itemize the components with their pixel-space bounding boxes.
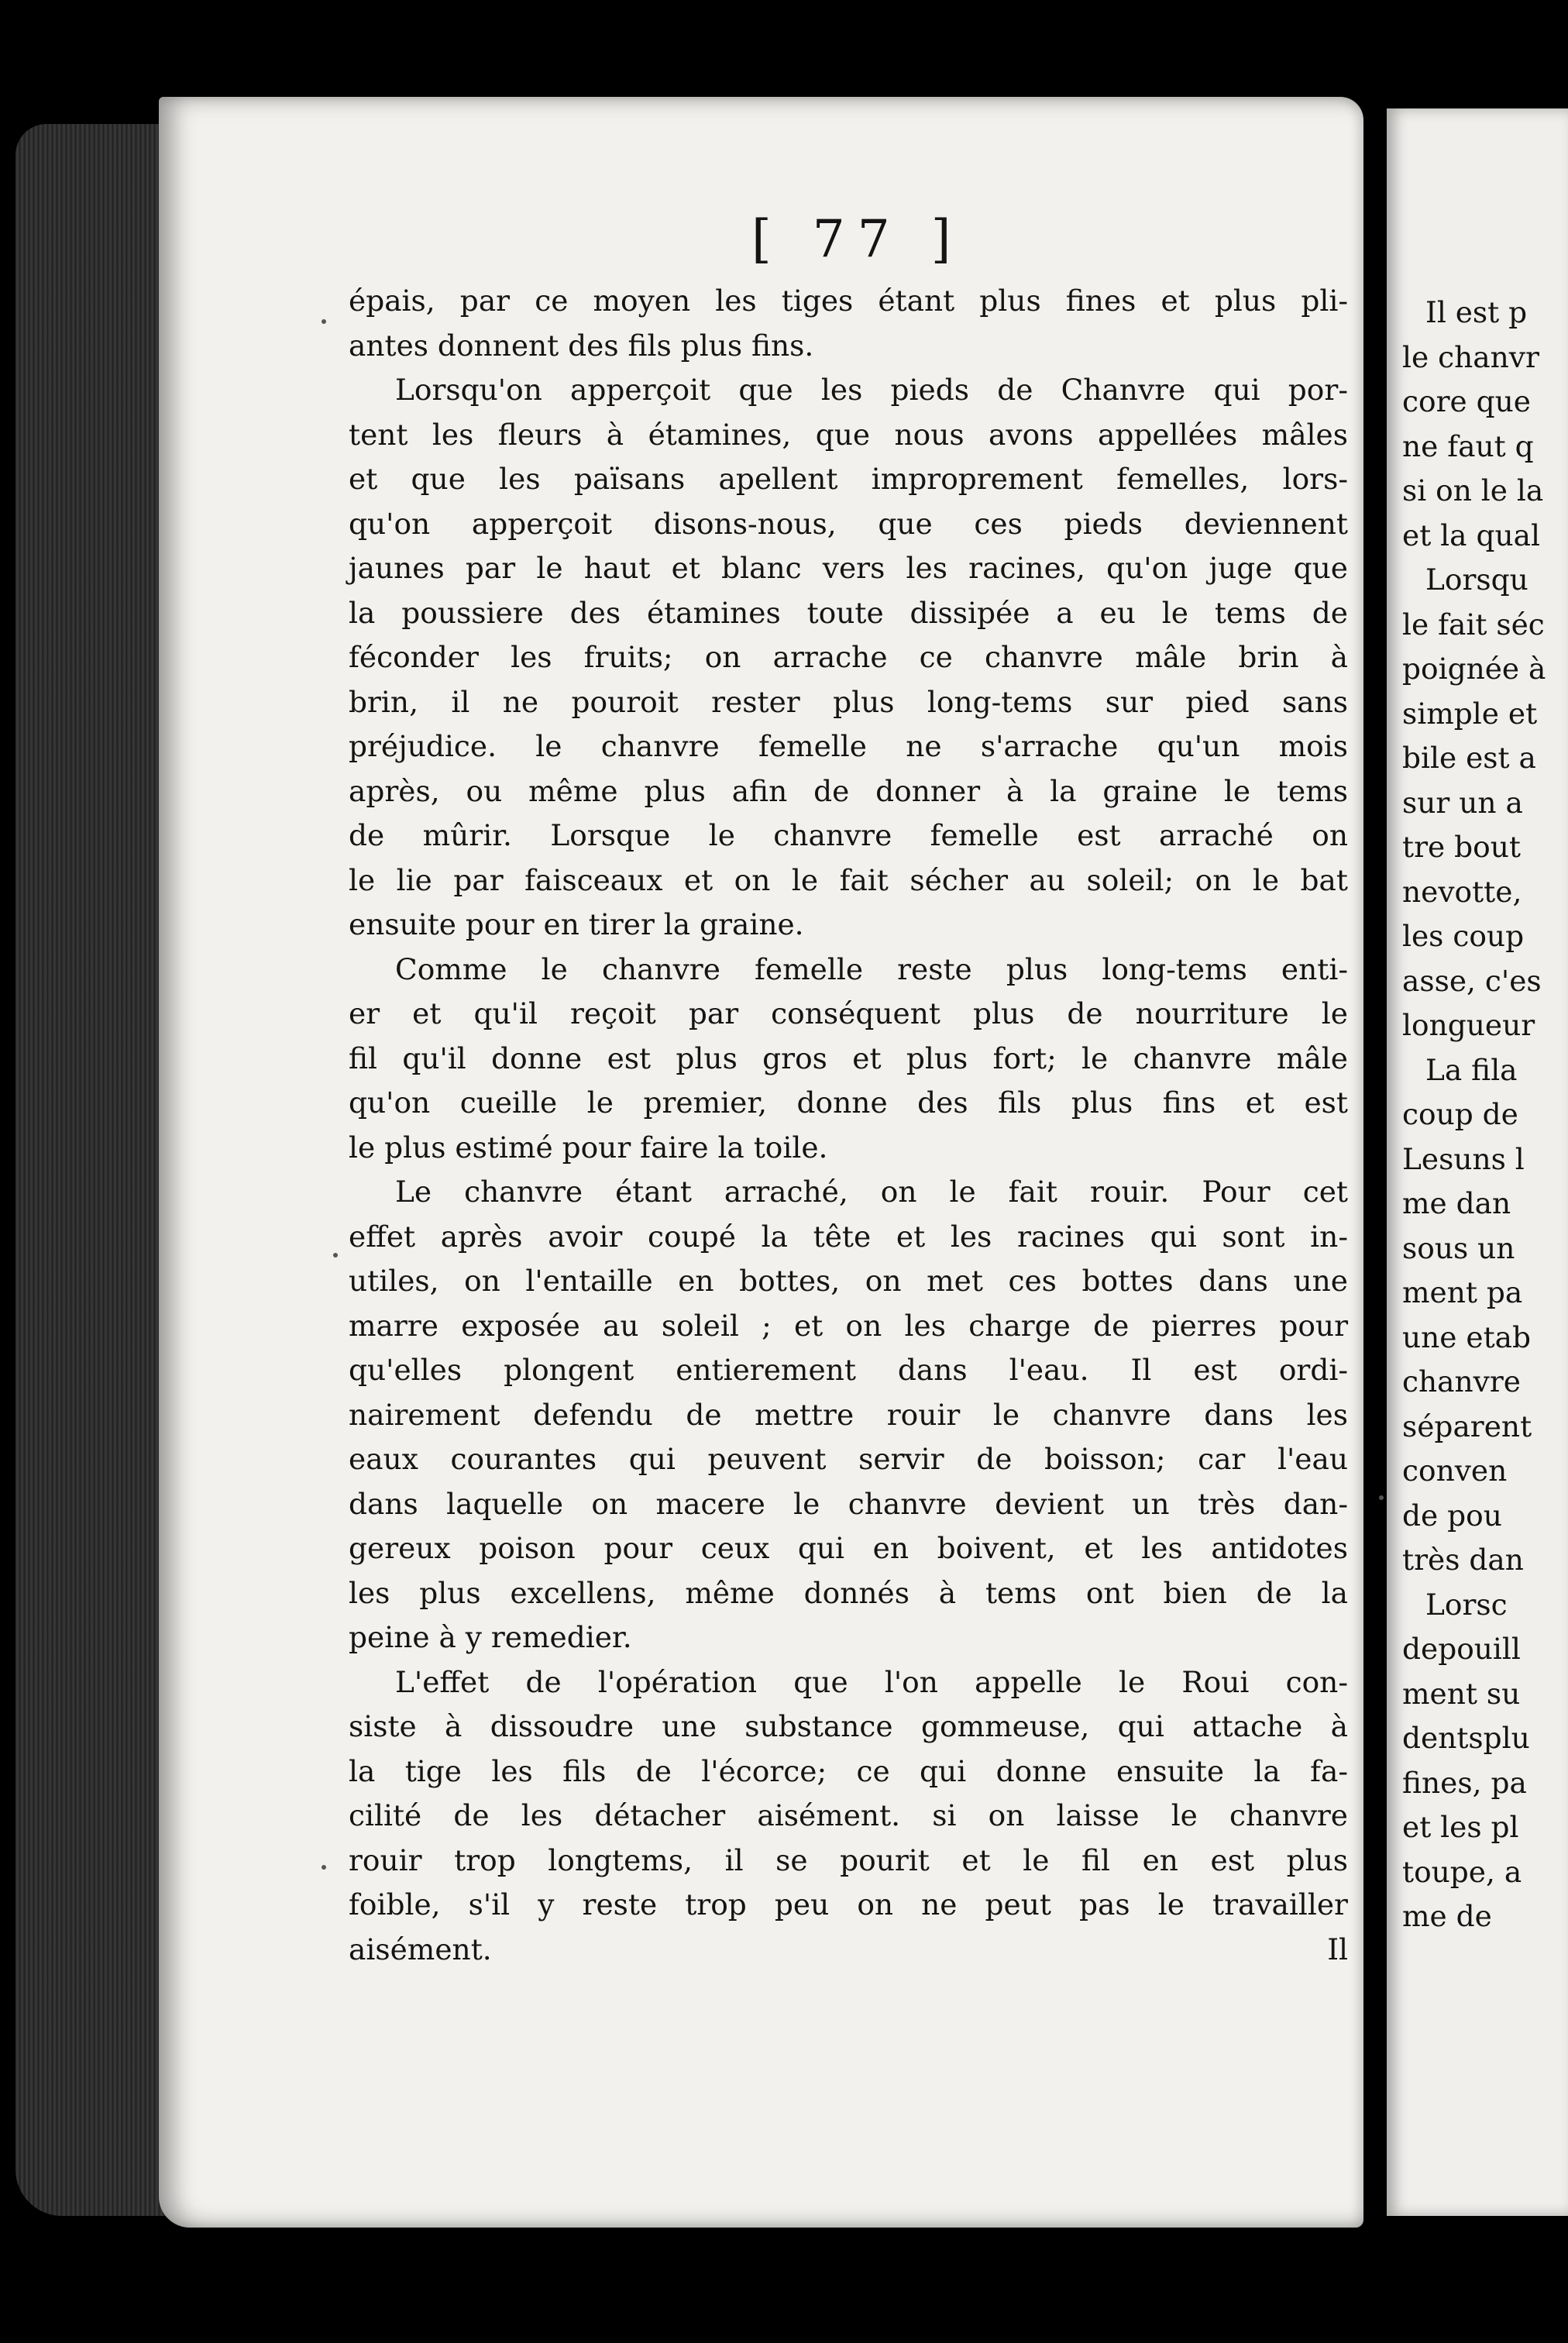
right-text-line: très dan [1402,1543,1524,1577]
text-line: dans laquelle on macere le chanvre devient un très dan- [349,1486,1348,1521]
right-text-line: chanvre [1402,1364,1521,1399]
text-line: tent les fleurs à étamines, que nous avons appellées mâles [349,417,1348,452]
text-line: et que les païsans apellent improprement femelles, lors- [349,462,1348,496]
text-line: le lie par faisceaux et on le fait sécher au soleil; on le bat [349,862,1348,897]
right-text-line: nevotte, [1402,874,1522,909]
right-text-line: de pou [1402,1498,1502,1533]
text-line: après, ou même plus afin de donner à la graine le tems [349,773,1348,808]
text-line: effet après avoir coupé la tête et les racines qui sont in- [349,1219,1348,1254]
right-text-line: ment su [1402,1676,1521,1711]
ink-speck [322,319,326,324]
right-text-line: simple et [1402,696,1538,731]
right-text-line: une etab [1402,1319,1532,1354]
right-text-line: core que [1402,384,1531,418]
text-line: ensuite pour en tirer la graine. [349,907,804,941]
text-line: la tige les fils de l'écorce; ce qui donne ensuite la fa- [349,1753,1348,1788]
text-line: brin, il ne pouroit rester plus long-tems sur pied sans [349,684,1348,719]
text-line: de mûrir. Lorsque le chanvre femelle est arraché on [349,818,1348,852]
right-text-line: et les pl [1402,1810,1519,1844]
right-text-line: toupe, a [1402,1854,1522,1889]
right-text-line: le fait séc [1402,607,1545,642]
text-line: marre exposée au soleil ; et on les charge de pierres pour [349,1308,1348,1343]
text-line: antes donnent des fils plus fins. [349,328,814,363]
text-line: utiles, on l'entaille en bottes, on met ces bottes dans une [349,1264,1348,1298]
text-line: L'effet de l'opération que l'on appelle le Roui con- [395,1664,1348,1699]
right-text-line: sur un a [1402,785,1523,820]
right-text-line: coup de [1402,1097,1518,1131]
text-line: rouir trop longtems, il se pourit et le fil en est plus [349,1842,1348,1877]
right-text-line: asse, c'es [1402,963,1542,998]
right-text-line: si on le la [1402,473,1544,507]
right-text-line: ne faut q [1402,428,1534,463]
right-text-line: sous un [1402,1230,1515,1265]
right-text-line: fines, pa [1402,1765,1527,1800]
text-line: qu'on cueille le premier, donne des fils plus fins et est [349,1085,1348,1120]
right-text-line: poignée à [1402,652,1546,686]
text-line: gereux poison pour ceux qui en boivent, et les antidotes [349,1531,1348,1565]
right-text-line: ment pa [1402,1275,1523,1309]
text-line: Lorsqu'on apperçoit que les pieds de Chanvre qui por- [395,373,1348,407]
right-text-line: les coup [1402,919,1525,953]
text-line: épais, par ce moyen les tiges étant plus fines et plus pli- [349,284,1348,318]
ink-speck [333,1253,338,1258]
right-text-line: depouill [1402,1632,1521,1666]
text-line: Comme le chanvre femelle reste plus long-tems enti- [395,951,1348,986]
text-line: foible, s'il y reste trop peu on ne peut pas le travailler [349,1887,1348,1922]
page-edges [15,124,170,2216]
text-line: er et qu'il reçoit par conséquent plus de nourriture le [349,996,1348,1030]
right-text-line: longueur [1402,1008,1535,1042]
text-line: cilité de les détacher aisément. si on laisse le chanvre [349,1798,1348,1832]
right-text-line: Lesuns l [1402,1141,1525,1176]
right-text-line: le chanvr [1402,339,1539,374]
ink-speck [322,1865,326,1870]
right-text-line: La fila [1425,1052,1518,1087]
right-text-line: conven [1402,1454,1508,1488]
text-line: nairement defendu de mettre rouir le chanvre dans les [349,1397,1348,1432]
left-page-body [349,279,1348,1972]
text-line: siste à dissoudre une substance gommeuse, qui attache à [349,1709,1348,1743]
text-line: peine à y remedier. [349,1620,632,1654]
page-number-header: [ 77 ] [751,209,964,269]
text-line: jaunes par le haut et blanc vers les racines, qu'on juge que [349,551,1348,585]
right-text-line: Il est p [1425,295,1528,329]
ink-speck [1379,1495,1384,1500]
right-text-line: dentsplu [1402,1721,1530,1755]
text-line: les plus excellens, même donnés à tems ont bien de la [349,1575,1348,1610]
right-text-line: Lorsqu [1425,563,1528,597]
text-line: féconder les fruits; on arrache ce chanvre mâle brin à [349,640,1348,674]
text-line: eaux courantes qui peuvent servir de boisson; car l'eau [349,1442,1348,1476]
catchword: Il [1327,1932,1348,1966]
right-text-line: tre bout [1402,830,1521,864]
text-line: qu'elles plongent entierement dans l'eau. Il est ordi- [349,1353,1348,1387]
right-text-line: me dan [1402,1186,1511,1220]
right-text-line: Lorsc [1425,1587,1508,1622]
right-text-line: et la qual [1402,518,1540,552]
text-line: Le chanvre étant arraché, on le fait rouir. Pour cet [395,1175,1348,1209]
text-line: le plus estimé pour faire la toile. [349,1130,828,1165]
right-page-body [1402,291,1568,1939]
right-text-line: séparent [1402,1409,1532,1443]
text-line: aisément. Il [349,1928,1348,1973]
text-line: la poussiere des étamines toute dissipée a eu le tems de [349,595,1348,630]
right-text-line: bile est a [1402,741,1536,775]
text-line: fil qu'il donne est plus gros et plus fort; le chanvre mâle [349,1041,1348,1075]
text-line: préjudice. le chanvre femelle ne s'arrache qu'un mois [349,729,1348,763]
right-text-line: me de [1402,1899,1492,1933]
text-line: qu'on apperçoit disons-nous, que ces pieds deviennent [349,506,1348,541]
